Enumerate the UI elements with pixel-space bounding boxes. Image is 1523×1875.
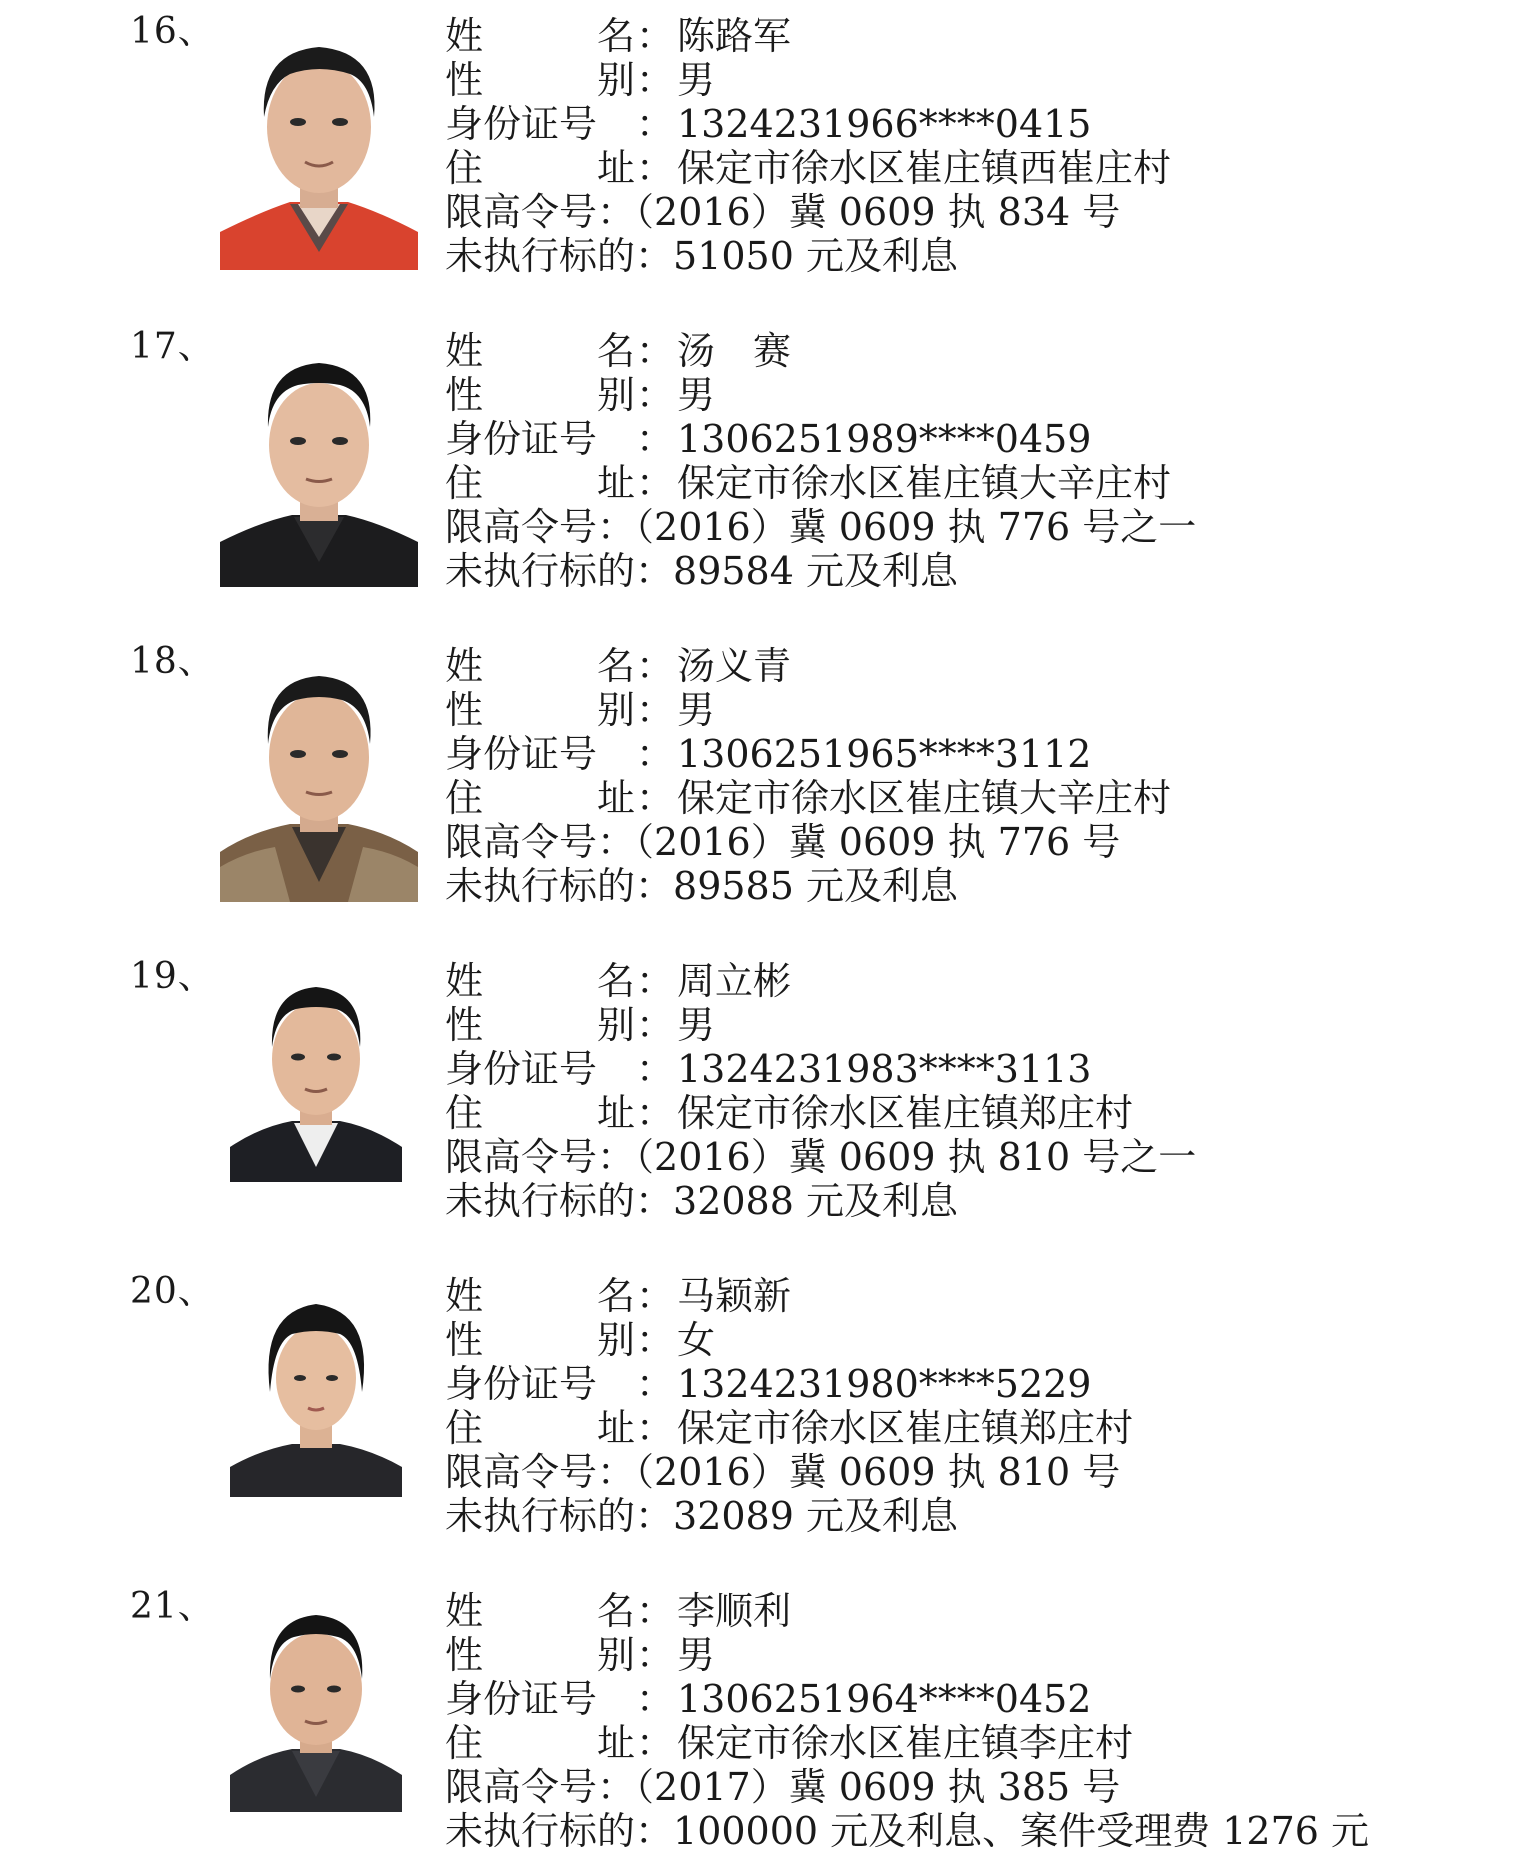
address-value: 保定市徐水区崔庄镇李庄村 [677, 1721, 1134, 1765]
gender-row [445, 373, 1505, 417]
colon: ： [635, 1003, 674, 1047]
address-value: 保定市徐水区崔庄镇大辛庄村 [677, 776, 1172, 820]
colon: ： [635, 146, 674, 190]
order-value: （2016）冀 0609 执 776 号 [635, 820, 1121, 864]
colon: ： [635, 732, 674, 776]
gender-label: 性 别 [445, 1318, 635, 1362]
target-label: 未执行标的： [445, 1179, 674, 1223]
person-entry [0, 945, 1523, 1245]
person-fields [445, 1274, 1505, 1538]
gender-value: 男 [677, 1633, 716, 1677]
gender-value: 男 [677, 1003, 716, 1047]
order-label: 限高令号： [445, 820, 636, 864]
entry-index: 17、 [130, 326, 215, 367]
colon: ： [635, 1318, 674, 1362]
gender-row [445, 688, 1505, 732]
address-row [445, 146, 1505, 190]
id-label: 身份证号 [445, 102, 598, 146]
target-label: 未执行标的： [445, 1494, 674, 1538]
colon: ： [635, 1589, 674, 1633]
target-value: 32089 元及利息 [673, 1494, 958, 1538]
name-value: 周立彬 [677, 959, 792, 1003]
target-row [445, 1494, 1505, 1538]
target-row [445, 1809, 1505, 1853]
id-value: 1306251964****0452 [677, 1677, 1092, 1721]
target-value: 51050 元及利息 [673, 234, 958, 278]
id-label: 身份证号 [445, 1677, 598, 1721]
person-photo [220, 22, 418, 270]
target-label: 未执行标的： [445, 1809, 674, 1853]
address-row [445, 461, 1505, 505]
id-label: 身份证号 [445, 1362, 598, 1406]
entry-index: 18、 [130, 641, 215, 682]
gender-label: 性 别 [445, 688, 635, 732]
address-value: 保定市徐水区崔庄镇大辛庄村 [677, 461, 1172, 505]
person-entry [0, 630, 1523, 930]
name-row [445, 329, 1505, 373]
target-label: 未执行标的： [445, 549, 674, 593]
colon: ： [635, 776, 674, 820]
order-row [445, 190, 1505, 234]
order-label: 限高令号： [445, 505, 636, 549]
gender-row [445, 58, 1505, 102]
name-value: 陈路军 [677, 14, 792, 58]
order-row [445, 1135, 1505, 1179]
id-row [445, 1677, 1505, 1721]
name-label: 姓 名 [445, 1589, 635, 1633]
name-label: 姓 名 [445, 1274, 635, 1318]
colon: ： [635, 1633, 674, 1677]
order-value: （2016）冀 0609 执 810 号 [635, 1450, 1121, 1494]
gender-row [445, 1003, 1505, 1047]
person-entry [0, 1260, 1523, 1560]
colon: ： [635, 644, 674, 688]
address-value: 保定市徐水区崔庄镇郑庄村 [677, 1091, 1134, 1135]
id-value: 1324231983****3113 [677, 1047, 1092, 1091]
entry-index: 20、 [130, 1271, 215, 1312]
name-value: 马颖新 [677, 1274, 792, 1318]
colon: ： [635, 102, 674, 146]
address-row [445, 1091, 1505, 1135]
person-fields [445, 959, 1505, 1223]
target-value: 100000 元及利息、案件受理费 1276 元 [673, 1809, 1370, 1853]
entry-index: 19、 [130, 956, 215, 997]
target-row [445, 549, 1505, 593]
name-value: 李顺利 [677, 1589, 792, 1633]
colon: ： [635, 329, 674, 373]
address-label: 住 址 [445, 1091, 635, 1135]
target-value: 89585 元及利息 [673, 864, 958, 908]
id-label: 身份证号 [445, 417, 598, 461]
address-row [445, 1406, 1505, 1450]
order-label: 限高令号： [445, 1135, 636, 1179]
address-value: 保定市徐水区崔庄镇西崔庄村 [677, 146, 1172, 190]
id-label: 身份证号 [445, 1047, 598, 1091]
entry-index: 21、 [130, 1586, 215, 1627]
order-value: （2016）冀 0609 执 810 号之一 [635, 1135, 1197, 1179]
person-photo [230, 1282, 402, 1497]
id-value: 1306251989****0459 [677, 417, 1092, 461]
gender-row [445, 1318, 1505, 1362]
person-entry [0, 0, 1523, 300]
address-row [445, 1721, 1505, 1765]
address-label: 住 址 [445, 461, 635, 505]
person-photo [230, 967, 402, 1182]
id-row [445, 102, 1505, 146]
id-row [445, 417, 1505, 461]
person-fields [445, 1589, 1505, 1853]
address-label: 住 址 [445, 1721, 635, 1765]
colon: ： [635, 58, 674, 102]
order-value: （2016）冀 0609 执 834 号 [635, 190, 1121, 234]
gender-label: 性 别 [445, 58, 635, 102]
name-row [445, 1589, 1505, 1633]
colon: ： [635, 959, 674, 1003]
person-fields [445, 644, 1505, 908]
person-fields [445, 14, 1505, 278]
order-label: 限高令号： [445, 1765, 636, 1809]
address-label: 住 址 [445, 146, 635, 190]
colon: ： [635, 461, 674, 505]
name-row [445, 644, 1505, 688]
colon: ： [635, 14, 674, 58]
colon: ： [635, 1721, 674, 1765]
id-row [445, 1047, 1505, 1091]
colon: ： [635, 1274, 674, 1318]
person-photo [230, 1597, 402, 1812]
colon: ： [635, 1406, 674, 1450]
name-label: 姓 名 [445, 14, 635, 58]
gender-value: 男 [677, 58, 716, 102]
target-row [445, 234, 1505, 278]
address-value: 保定市徐水区崔庄镇郑庄村 [677, 1406, 1134, 1450]
colon: ： [635, 373, 674, 417]
colon: ： [635, 1091, 674, 1135]
target-value: 89584 元及利息 [673, 549, 958, 593]
order-row [445, 505, 1505, 549]
id-label: 身份证号 [445, 732, 598, 776]
order-label: 限高令号： [445, 190, 636, 234]
id-value: 1324231980****5229 [677, 1362, 1092, 1406]
person-entry [0, 1575, 1523, 1875]
address-label: 住 址 [445, 1406, 635, 1450]
address-row [445, 776, 1505, 820]
name-row [445, 1274, 1505, 1318]
address-label: 住 址 [445, 776, 635, 820]
colon: ： [635, 417, 674, 461]
order-value: （2017）冀 0609 执 385 号 [635, 1765, 1121, 1809]
person-fields [445, 329, 1505, 593]
id-value: 1324231966****0415 [677, 102, 1092, 146]
id-value: 1306251965****3112 [677, 732, 1092, 776]
id-row [445, 1362, 1505, 1406]
gender-row [445, 1633, 1505, 1677]
gender-label: 性 别 [445, 1633, 635, 1677]
gender-value: 男 [677, 688, 716, 732]
gender-value: 男 [677, 373, 716, 417]
colon: ： [635, 1677, 674, 1721]
name-value: 汤 赛 [677, 329, 792, 373]
colon: ： [635, 1362, 674, 1406]
id-row [445, 732, 1505, 776]
name-row [445, 959, 1505, 1003]
name-row [445, 14, 1505, 58]
person-photo [220, 652, 418, 902]
entry-index: 16、 [130, 11, 215, 52]
colon: ： [635, 1047, 674, 1091]
name-value: 汤义青 [677, 644, 792, 688]
order-row [445, 1765, 1505, 1809]
person-entry [0, 315, 1523, 615]
target-value: 32088 元及利息 [673, 1179, 958, 1223]
name-label: 姓 名 [445, 644, 635, 688]
order-label: 限高令号： [445, 1450, 636, 1494]
gender-label: 性 别 [445, 373, 635, 417]
target-label: 未执行标的： [445, 234, 674, 278]
name-label: 姓 名 [445, 329, 635, 373]
colon: ： [635, 688, 674, 732]
name-label: 姓 名 [445, 959, 635, 1003]
person-photo [220, 337, 418, 587]
target-label: 未执行标的： [445, 864, 674, 908]
target-row [445, 864, 1505, 908]
gender-label: 性 别 [445, 1003, 635, 1047]
gender-value: 女 [677, 1318, 716, 1362]
target-row [445, 1179, 1505, 1223]
order-row [445, 1450, 1505, 1494]
order-row [445, 820, 1505, 864]
order-value: （2016）冀 0609 执 776 号之一 [635, 505, 1197, 549]
